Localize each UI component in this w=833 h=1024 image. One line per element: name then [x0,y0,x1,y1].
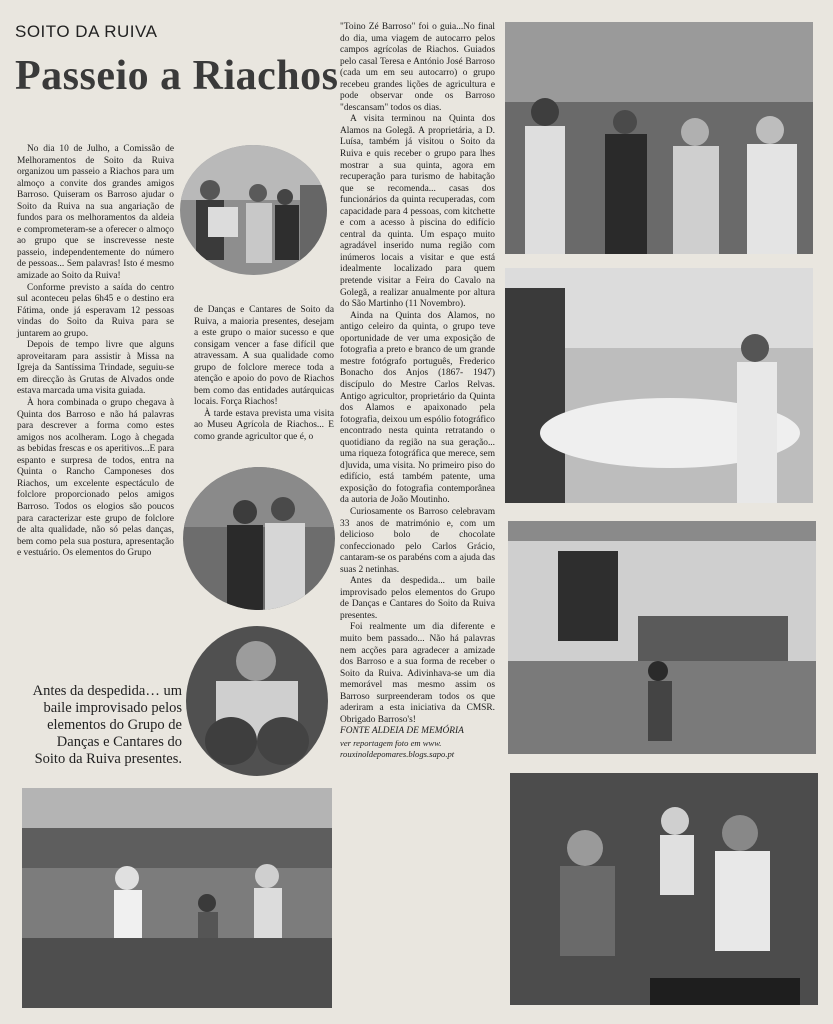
paragraph: Depois de tempo livre que alguns aproveitaram para assistir à Missa na Igreja da Santíssima Trindade, seguiu-se em direcção às Grutas de Alvados onde estava marcada uma visita guiada. [17,340,174,397]
pull-quote: Antes da despedida… um baile improvisado pelos elementos do Grupo de Danças e Cantares do Soito da Ruiva presentes. [32,683,182,767]
photo-cornfield-children [22,788,332,1008]
text-column-1 [17,144,174,560]
article-title: Passeio a Riachos [15,53,339,99]
photo-accordion-group [180,145,327,275]
paragraph: Foi realmente um dia diferente e muito bem passado... Não há palavras nem acções para agradecer a amizade dos Barroso e a sua forma de receber o Soito da Ruiva. Adivinhava-se um dia memorável mas mesmo assim os Barroso surpreenderam todos os que aderiram a esta iniciativa da CMSR. Obrigado Barroso's! [340,622,495,725]
photo-man-watermelons [186,626,328,776]
section-label: SOITO DA RUIVA [15,22,158,41]
paragraph: À tarde estava prevista uma visita ao Museu Agrícola de Riachos... E como grande agricultor que é, o [194,408,334,443]
paragraph: No dia 10 de Julho, a Comissão de Melhoramentos de Soito da Ruiva organizou um passeio a Riachos para um almoço a convite dos grandes amigos Barroso. Quiseram os Barroso ajudar o Soito da Ruiva na sua angariação de fundos para os melhoramentos da aldeia e comprometeram-se a oferecer o almoço ao grupo que se inscrevesse neste passeio, independentemente do número de pessoas... Sem palavras! Isto é mesmo amizade ao Soito da Ruiva! [17,144,174,282]
photo-grotto-group [505,22,813,254]
paragraph: Ainda na Quinta dos Alamos, no antigo celeiro da quinta, o grupo teve oportunidade de ver uma exposição de fotografia a preto e branco de um grande mestre fotógrafo português, Frederico Bonacho dos Anjos (1867- 1947) discípulo do Mestre Carlos Relvas. Antigo agricultor, proprietário da Quinta dos Alamos e apaixonado pela fotografia, deixou um espólio fotográfico encontrado nesta quinta retratando o quotidiano da região na sua geração... uma riqueza fotográfica que merece, sem d]uvida, uma visita. No primeiro piso do edifício, está também patente, uma exposição do fotografia contemporânea da autoria de João Moutinho. [340,310,495,506]
photo-buffet-table [505,268,813,503]
paragraph: À hora combinada o grupo chegava à Quinta dos Barroso e não há palavras para descrever a forma como estes amigos nos acolheram. Logo à chegada as bebidas frescas e os aperitivos...E para espanto e surpresa de todos, entra na Quinta o Rancho Camponeses dos Riachos, um excelente espectáculo de folclore proporcionado pelos amigos Barroso. Todos os elogios são poucos para caracterizar este grupo de folclore de alta qualidade, não só pelas danças, bem como pela sua postura, apresentação e vestuário. Os elementos do Grupo [17,398,174,559]
source-credit: FONTE ALDEIA DE MEMÓRIA [340,726,464,737]
paragraph: Curiosamente os Barroso celebravam 33 anos de matrimónio e, com um delicioso bolo de chocolate confeccionado pelo Carlos Grácio, cantaram-se os parabéns com a ajuda das suas 2 netinhas. [340,506,495,575]
paragraph: Conforme previsto a saída do centro sul aconteceu pelas 6h45 e o destino era Fátima, onde já esperavam 12 pessoas vindas do Soito da Ruiva para se juntarem ao grupo. [17,282,174,339]
paragraph: A visita terminou na Quinta dos Alamos na Golegã. A proprietária, a D. Luísa, também já visitou o Soito da Ruiva e quis receber o grupo para lhes mostrar a sua quinta, agora em recuperação para turismo de habitação que se recomenda... casas dos funcionários da quinta recuperadas, com capacidade para 4 pessoas, com kitchette e com a acesso à piscina do edifício central da quinta. Um espaço muito agradável inserido numa região com inúmeros locais a visitar e que está idealmente localizado para quem pretende visitar a Feira do Cavalo na Golegã, a realizar anualmente por altura do São Martinho (11 Novembro). [340,114,495,310]
photo-two-women [183,467,335,610]
photo-birthday-cake [510,773,818,1005]
text-column-3 [340,22,495,761]
paragraph: "Toino Zé Barroso" foi o guia...No final do dia, uma viagem de autocarro pelos campos agrícolas de Riachos. Guiados pelo casal Teresa e António José Barroso (cada um em seu autocarro) o grupo recebeu grandes lições de agricultura e pode observar onde os Barroso "descansam" todos os dias. [340,22,495,113]
paragraph: Antes da despedida... um baile improvisado pelos elementos do Grupo de Danças e Cantares do Soito da Ruiva presentes. [340,576,495,621]
photo-report-link: ver reportagem foto em www. rouxinoldepomares.blogs.sapo.pt [340,737,455,760]
paragraph: de Danças e Cantares de Soito da Ruiva, a maioria presentes, desejam a este grupo o maior sucesso e que consigam vencer a fase difícil que atravessam. A sua qualidade como grupo de folclore merece toda a atenção e apoio do povo de Riachos bem como das entidades autárquicas locais. Força Riachos! [194,305,334,408]
photo-exhibition-hall [508,521,816,754]
text-column-2 [194,305,334,444]
